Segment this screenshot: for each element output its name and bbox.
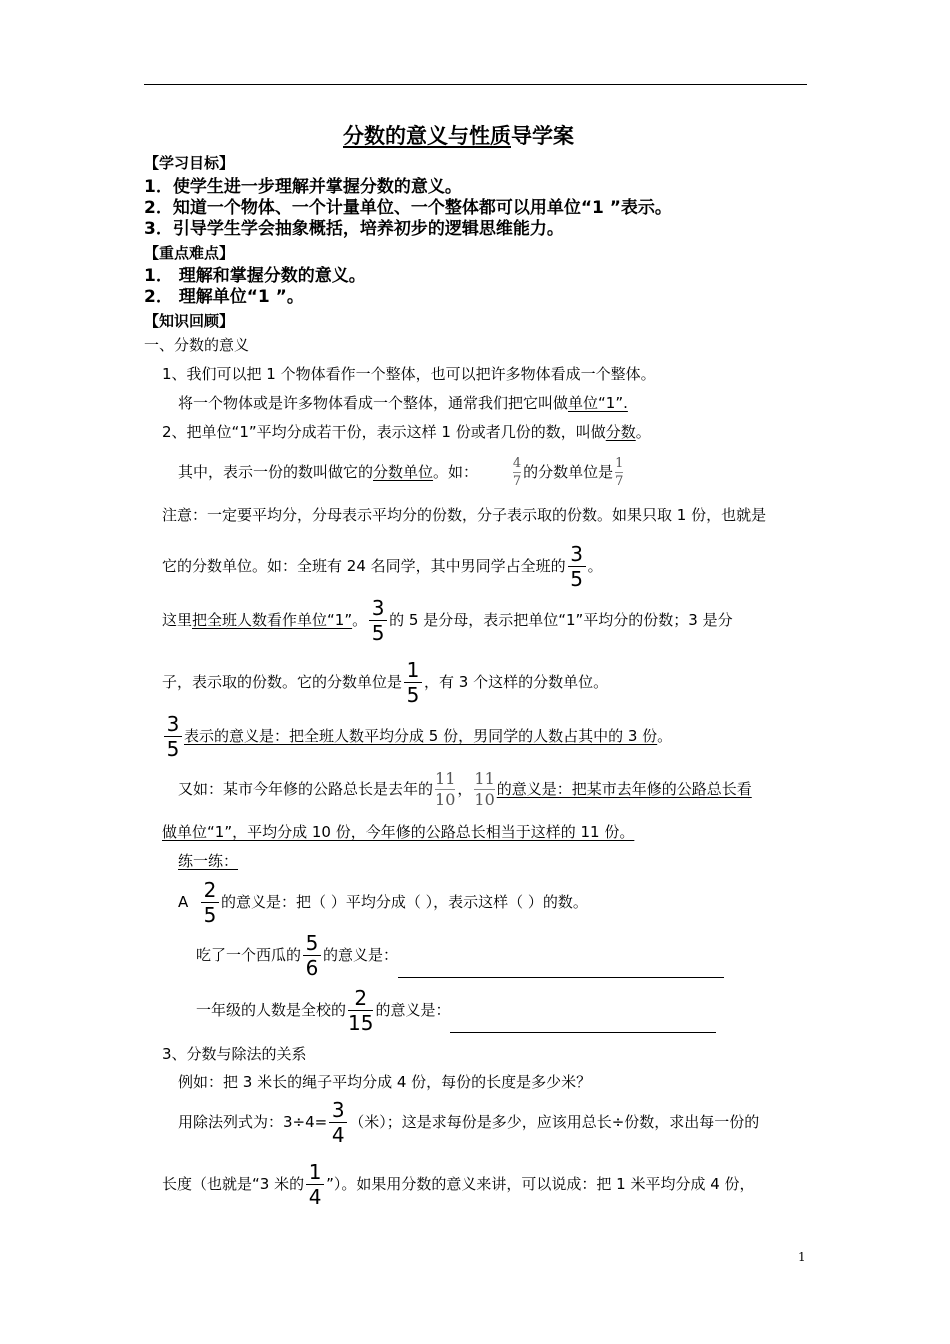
- fraction-5-6: $\frac{5}{6}$: [303, 933, 321, 978]
- key-point-2: 2． 理解单位“1 ”。: [144, 287, 304, 307]
- note-line3-d: 的 5 是分母，表示把单位“1”平均分的份数；3 是分: [389, 611, 733, 629]
- note-line2-end: 。: [587, 557, 603, 575]
- fraction-3-5-meaning: $\frac{3}{5}$: [164, 714, 182, 759]
- fraction-3-4: $\frac{3}{4}$: [329, 1100, 347, 1145]
- example-line2-text: 做单位“1”，平均分成 10 份，今年修的公路总长相当于这样的 11 份。: [162, 823, 635, 841]
- example-line-2: [162, 822, 634, 842]
- answer-blank-b[interactable]: [398, 961, 724, 978]
- goal-item-1: 1．使学生进一步理解并掌握分数的意义。: [144, 177, 462, 197]
- section-key-heading: 【重点难点】: [144, 244, 235, 262]
- key-point-1: 1． 理解和掌握分数的意义。: [144, 266, 366, 286]
- example-line1-b: ，: [457, 780, 473, 798]
- paragraph-2-line-2: [178, 452, 625, 492]
- practice-b-a: 吃了一个西瓜的: [196, 946, 302, 964]
- note-line4-a: 子，表示取的份数。它的分数单位是: [162, 673, 403, 691]
- meaning-line: [162, 714, 672, 759]
- page-number: 1: [798, 1250, 806, 1264]
- p3-line2-a: 用除法列式为：3÷4=: [178, 1113, 328, 1131]
- section-review-heading: 【知识回顾】: [144, 312, 235, 330]
- fraction-term: 分数: [605, 423, 636, 441]
- fraction-1-4: $\frac{1}{4}$: [306, 1162, 324, 1207]
- fraction-1-5: $\frac{1}{5}$: [404, 660, 422, 705]
- page-title: [343, 126, 574, 146]
- meaning-end: 。: [657, 727, 673, 745]
- practice-item-b: [196, 933, 724, 978]
- p2-line2-tail: 的分数单位是: [523, 463, 614, 481]
- unit-one-term: 单位“1”.: [568, 394, 628, 412]
- part3-heading: 3、分数与除法的关系: [162, 1045, 307, 1063]
- part1-heading: 一、分数的意义: [144, 336, 250, 354]
- p2-line2-text: 其中，表示一份的数叫做它的: [178, 463, 374, 481]
- fraction-1-7: $\frac{1}{7}$: [615, 456, 624, 489]
- p2-line2-mid: 。如：: [433, 463, 479, 481]
- p2-line1-text: 2、把单位“1”平均分成若干份，表示这样 1 份或者几份的数，叫做: [162, 423, 606, 441]
- note-line-1: 注意：一定要平均分，分母表示平均分的份数，分子表示取的份数。如果只取 1 份，也就是: [162, 506, 767, 524]
- note-line2-text: 它的分数单位。如：全班有 24 名同学，其中男同学占全班的: [162, 557, 566, 575]
- title-underlined: 分数的意义与性质: [343, 124, 511, 148]
- note-line3-c: 。: [352, 611, 368, 629]
- practice-a-label: A: [178, 893, 189, 911]
- example-line1-c: 的意义是：把某市去年修的公路总长看: [496, 780, 752, 798]
- fraction-2-5: $\frac{2}{5}$: [201, 880, 219, 925]
- practice-a-text: 的意义是：把（ ）平均分成（ ），表示这样（ ）的数。: [221, 893, 588, 911]
- part3-line-2: [178, 1100, 759, 1145]
- p2-line1-end: 。: [635, 423, 651, 441]
- example-line1-a: 又如：某市今年修的公路总长是去年的: [178, 780, 434, 798]
- example-line-1: [178, 767, 752, 811]
- p1-line2-text: 将一个物体或是许多物体看成一个整体，通常我们把它叫做: [178, 394, 569, 412]
- meaning-text: 表示的意义是：把全班人数平均分成 5 份，男同学的人数占其中的 3 份: [184, 727, 658, 745]
- fraction-3-5: $\frac{3}{5}$: [568, 544, 586, 589]
- fraction-11-10: $\frac{11}{10}$: [435, 769, 456, 809]
- practice-c-a: 一年级的人数是全校的: [196, 1001, 347, 1019]
- section-goals-heading: 【学习目标】: [144, 154, 235, 172]
- note-line-4: [162, 660, 608, 705]
- fraction-2-15: $\frac{2}{15}$: [348, 986, 374, 1035]
- part3-line-3: [162, 1162, 755, 1207]
- note-line3-a: 这里: [162, 611, 193, 629]
- practice-heading-text: 练一练：: [178, 852, 239, 870]
- note-line-3: [162, 598, 733, 643]
- part3-line-1: 例如：把 3 米长的绳子平均分成 4 份，每份的长度是多少米？: [178, 1073, 592, 1091]
- goal-item-2: 2．知道一个物体、一个计量单位、一个整体都可以用单位“1 ”表示。: [144, 198, 672, 218]
- fraction-11-10-repeat: $\frac{11}{10}$: [474, 769, 495, 809]
- practice-item-a: [178, 880, 588, 925]
- paragraph-2-line-1: [162, 422, 651, 442]
- practice-c-b: 的意义是：: [375, 1001, 451, 1019]
- practice-b-b: 的意义是：: [323, 946, 399, 964]
- paragraph-1-line-2: [178, 393, 628, 413]
- paragraph-1-line-1: 1、我们可以把 1 个物体看作一个整体，也可以把许多物体看成一个整体。: [162, 365, 656, 383]
- whole-class-as-unit: 把全班人数看作单位“1”: [192, 611, 353, 629]
- note-line4-b: ，有 3 个这样的分数单位。: [424, 673, 609, 691]
- fraction-4-7: $\frac{4}{7}$: [512, 456, 522, 489]
- p3-line3-a: 长度（也就是“3 米的: [162, 1175, 305, 1193]
- fraction-3-5-repeat: $\frac{3}{5}$: [369, 598, 387, 643]
- p3-line3-b: ”）。如果用分数的意义来讲，可以说成：把 1 米平均分成 4 份，: [326, 1175, 755, 1193]
- fraction-unit-term: 分数单位: [373, 463, 434, 481]
- goal-item-3: 3．引导学生学会抽象概括，培养初步的逻辑思维能力。: [144, 219, 564, 239]
- note-line-2: [162, 544, 603, 589]
- answer-blank-c[interactable]: [450, 1016, 716, 1033]
- practice-heading: [178, 851, 238, 871]
- p3-line2-b: （米）；这是求每份是多少，应该用总长÷份数，求出每一份的: [349, 1113, 760, 1131]
- practice-item-c: [196, 988, 716, 1033]
- title-rest: 导学案: [511, 124, 574, 148]
- header-rule: [144, 84, 807, 85]
